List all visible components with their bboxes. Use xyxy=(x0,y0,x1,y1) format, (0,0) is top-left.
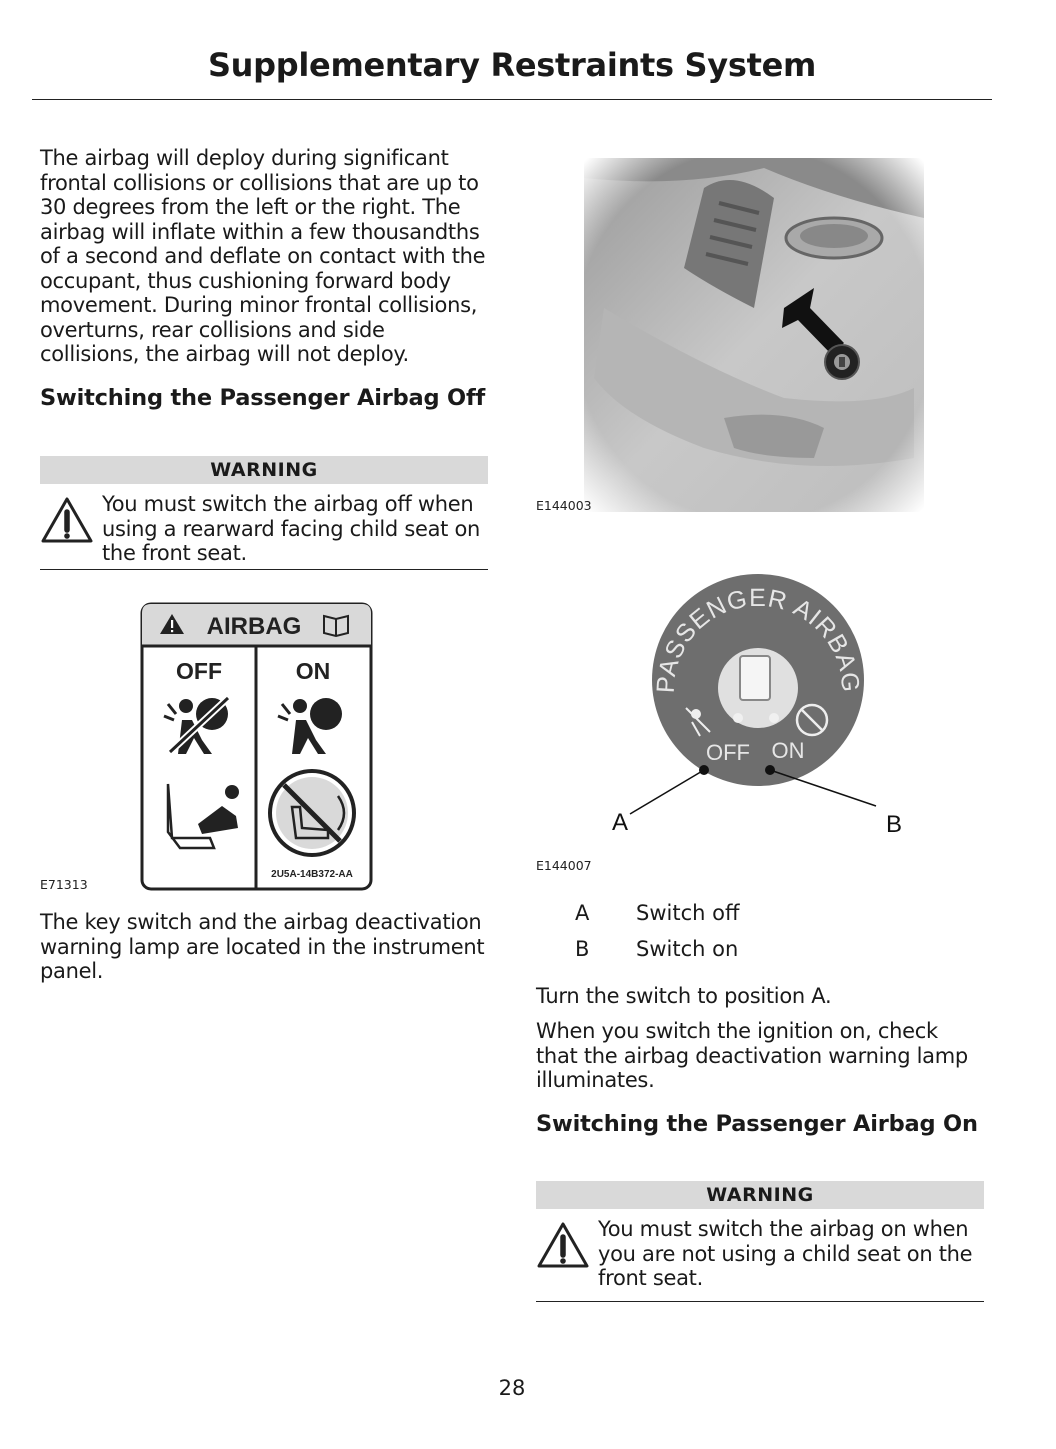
label-off: OFF xyxy=(176,658,222,684)
label-on: ON xyxy=(295,658,331,684)
key-switch-paragraph: The key switch and the airbag deactivation warning lamp are located in the instrument panel. xyxy=(40,910,485,983)
warning-text: You must switch the airbag on when you are not using a child seat on the front seat. xyxy=(598,1217,973,1290)
switch-off-label: OFF xyxy=(706,740,750,765)
legend-key-a: A xyxy=(575,901,590,925)
callout-line-b xyxy=(770,770,876,806)
callout-b: B xyxy=(886,811,903,838)
page-number: 28 xyxy=(498,1376,526,1400)
label-title-airbag: AIRBAG xyxy=(206,613,302,640)
legend-key-b: B xyxy=(575,937,590,961)
no-rear-facing-child-seat-icon xyxy=(270,771,354,855)
switch-on-label: ON xyxy=(771,738,805,763)
ring-text: PASSENGER AIRBAG xyxy=(651,583,865,694)
warning-text: You must switch the airbag off when using a rearward facing child seat on the front seat. xyxy=(102,492,481,565)
figure-code-label: E71313 xyxy=(40,877,88,892)
warning-box-off xyxy=(40,456,488,570)
warning-box-on xyxy=(536,1181,984,1302)
warning-triangle-icon xyxy=(536,1221,590,1269)
warning-label: WARNING xyxy=(536,1181,984,1209)
title-divider xyxy=(32,99,992,100)
legend-value-b: Switch on xyxy=(636,937,739,961)
legend-value-a: Switch off xyxy=(636,901,740,925)
dashboard-photo xyxy=(584,158,924,512)
key-slot xyxy=(740,656,770,700)
warning-body xyxy=(40,492,488,572)
warning-label: WARNING xyxy=(40,456,488,484)
callout-line-a xyxy=(630,770,704,814)
section-heading-airbag-off: Switching the Passenger Airbag Off xyxy=(40,385,486,411)
check-paragraph: When you switch the ignition on, check that the airbag deactivation warning lamp illuminates. xyxy=(536,1019,968,1092)
photo-code-label: E144003 xyxy=(536,498,592,513)
warning-triangle-icon xyxy=(40,496,94,544)
intro-paragraph: The airbag will deploy during significant frontal collisions or collisions that are up to 30 degrees from the left or the right. The airbag will inflate within a few thousandths of a second and deflate on contact with the occupant, thus cushioning forward body movement. During minor frontal collisions, overturns, rear collisions and side collisions, the airbag will not deploy. xyxy=(40,146,486,366)
warning-body xyxy=(536,1217,984,1303)
switch-closeup-figure xyxy=(590,560,920,840)
label-part-number: 2U5A-14B372-AA xyxy=(271,869,353,880)
callout-a: A xyxy=(612,809,629,836)
section-heading-airbag-on: Switching the Passenger Airbag On xyxy=(536,1111,978,1137)
airbag-label-figure xyxy=(140,602,374,892)
instruction-paragraph: Turn the switch to position A. xyxy=(536,984,832,1008)
page-title: Supplementary Restraints System xyxy=(207,46,817,84)
switch-figure-code-label: E144007 xyxy=(536,858,592,873)
